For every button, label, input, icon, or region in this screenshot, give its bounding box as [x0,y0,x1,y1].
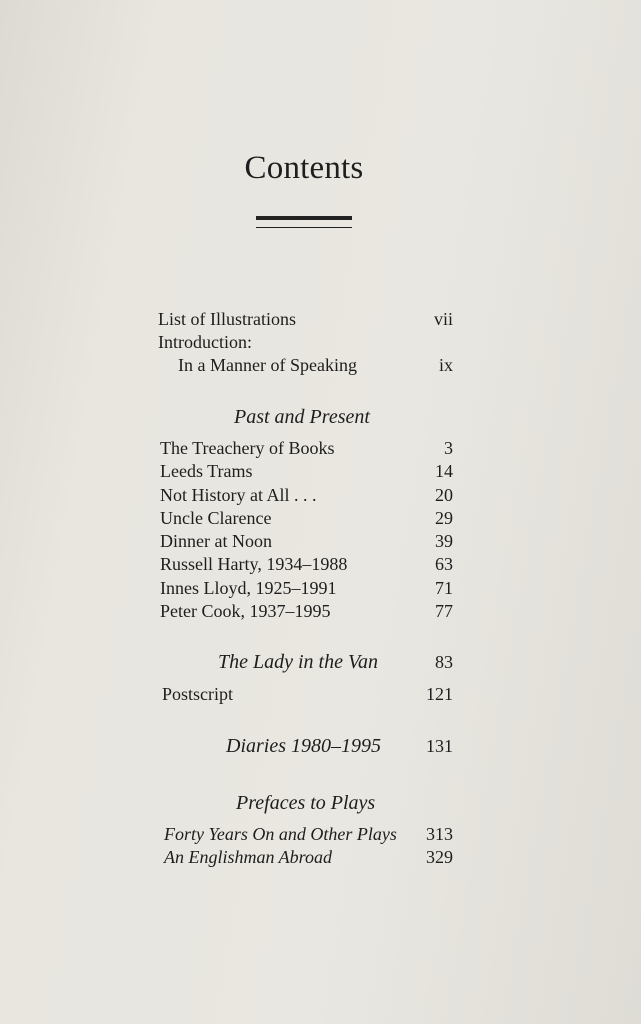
toc-entry-postscript[interactable]: Postscript [162,684,234,704]
toc-page-number: 39 [435,531,453,551]
toc-entry[interactable]: Uncle Clarence [160,508,272,528]
toc-page-number: 83 [435,652,453,672]
toc-page-number: 77 [435,601,453,621]
title-rule-thin [256,227,352,228]
toc-page-number: 329 [426,847,453,867]
toc-entry[interactable]: Russell Harty, 1934–1988 [160,554,348,574]
toc-page-number: 14 [435,461,453,481]
toc-entry[interactable]: Not History at All . . . [160,485,317,505]
toc-page-number: 121 [426,684,453,704]
toc-page-number: 63 [435,554,453,574]
toc-entry-introduction[interactable]: Introduction: [158,332,252,352]
toc-page-number: 131 [426,736,453,756]
page-title: Contents [244,150,364,186]
section-heading-past-and-present: Past and Present [234,406,370,428]
toc-page-number: 313 [426,824,453,844]
toc-page-number: 3 [444,438,453,458]
toc-entry[interactable]: Forty Years On and Other Plays [164,824,397,844]
toc-entry[interactable]: Dinner at Noon [160,531,272,551]
toc-entry[interactable]: The Treachery of Books [160,438,335,458]
toc-page-number: 71 [435,578,453,598]
toc-entry-in-a-manner-of-speaking[interactable]: In a Manner of Speaking [178,355,357,375]
toc-page-number: ix [438,355,453,375]
toc-entry[interactable]: Leeds Trams [160,461,253,481]
toc-page-number: vii [433,309,453,329]
section-heading-lady-in-the-van[interactable]: The Lady in the Van [218,651,378,673]
toc-entry[interactable]: Peter Cook, 1937–1995 [160,601,331,621]
toc-page-number: 29 [435,508,453,528]
toc-page-number: 20 [435,485,453,505]
section-heading-prefaces-to-plays: Prefaces to Plays [236,792,376,814]
toc-entry-list-of-illustrations[interactable]: List of Illustrations [158,309,296,329]
section-heading-diaries[interactable]: Diaries 1980–1995 [226,735,381,757]
toc-entry[interactable]: Innes Lloyd, 1925–1991 [160,578,337,598]
toc-entry[interactable]: An Englishman Abroad [164,847,333,867]
title-rule-thick [256,216,352,220]
